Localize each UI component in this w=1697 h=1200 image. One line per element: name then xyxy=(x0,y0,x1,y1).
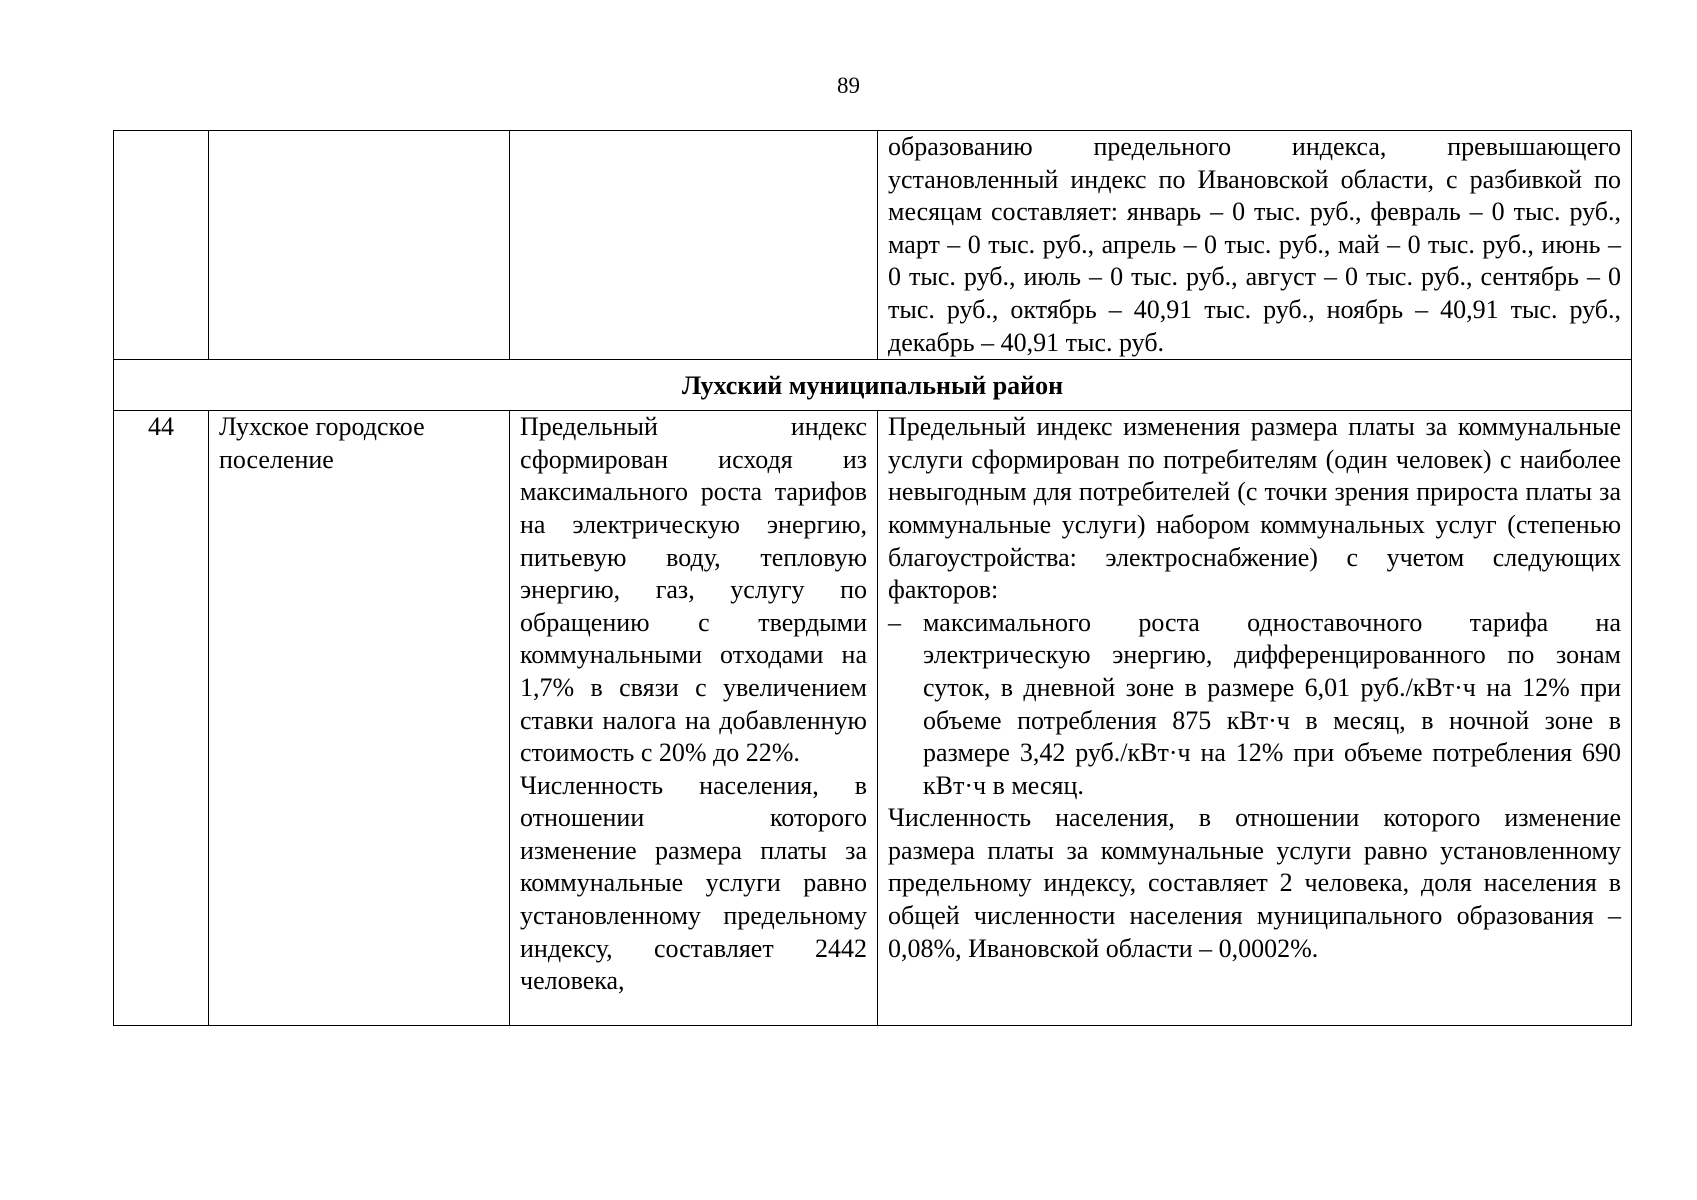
cell-number: 44 xyxy=(114,411,209,1026)
table-row-44 xyxy=(114,411,1632,1026)
page-number: 89 xyxy=(837,73,860,98)
details-factor-text: максимального роста одноставочного тарифа на электрическую энергию, дифференцированного по зонам суток, в дневной зоне в размере 6,01 руб./кВт·ч на 12% при объеме потребления 875 кВт·ч в месяц, в ночной зоне в размере 3,42 руб./кВт·ч на 12% при объеме потребления 690 кВт·ч в месяц. xyxy=(923,607,1621,800)
table-row-continuation xyxy=(114,131,1632,360)
cell-basis xyxy=(510,131,878,360)
details-factor-item xyxy=(888,607,1621,803)
cell-basis xyxy=(510,411,878,1026)
details-intro: Предельный индекс изменения размера платы за коммунальные услуги сформирован по потребителям (один человек) с наиболее невыгодным для потребителей (с точки зрения прироста платы за коммунальные услуги) набором коммунальных услуг (степенью благоустройства: электроснабжение) с учетом следующих факторов: xyxy=(888,412,1621,605)
dash-bullet: – xyxy=(888,607,901,637)
cell-details xyxy=(878,411,1632,1026)
basis-paragraph-tariffs: Предельный индекс сформирован исходя из максимального роста тарифов на электрическую энергию, питьевую воду, тепловую энергию, газ, услугу по обращению с твердыми коммунальными отходами на 1,7% в связи с увеличением ставки налога на добавленную стоимость с 20% до 22%. xyxy=(520,412,867,768)
region-header: Лухский муниципальный район xyxy=(114,360,1632,411)
cell-details: образованию предельного индекса, превышающего установленный индекс по Ивановской области, с разбивкой по месяцам составляет: январь – 0 тыс. руб., февраль – 0 тыс. руб., март – 0 тыс. руб., апрель – 0 тыс. руб., май – 0 тыс. руб., июнь – 0 тыс. руб., июль – 0 тыс. руб., август – 0 тыс. руб., сентябрь – 0 тыс. руб., октябрь – 40,91 тыс. руб., ноябрь – 40,91 тыс. руб., декабрь – 40,91 тыс. руб. xyxy=(878,131,1632,360)
cell-number xyxy=(114,131,209,360)
tariff-index-table xyxy=(113,130,1632,1026)
cell-settlement xyxy=(209,131,510,360)
basis-paragraph-population: Численность населения, в отношении которого изменение размера платы за коммунальные услуги равно установленному предельному индексу, составляет 2442 человека, xyxy=(520,770,867,996)
cell-settlement: Лухское городское поселение xyxy=(209,411,510,1026)
table-row-region xyxy=(114,360,1632,411)
details-population: Численность населения, в отношении которого изменение размера платы за коммунальные услуги равно установленному предельному индексу, составляет 2 человека, доля населения в общей численности населения муниципального образования – 0,08%, Ивановской области – 0,0002%. xyxy=(888,803,1621,963)
